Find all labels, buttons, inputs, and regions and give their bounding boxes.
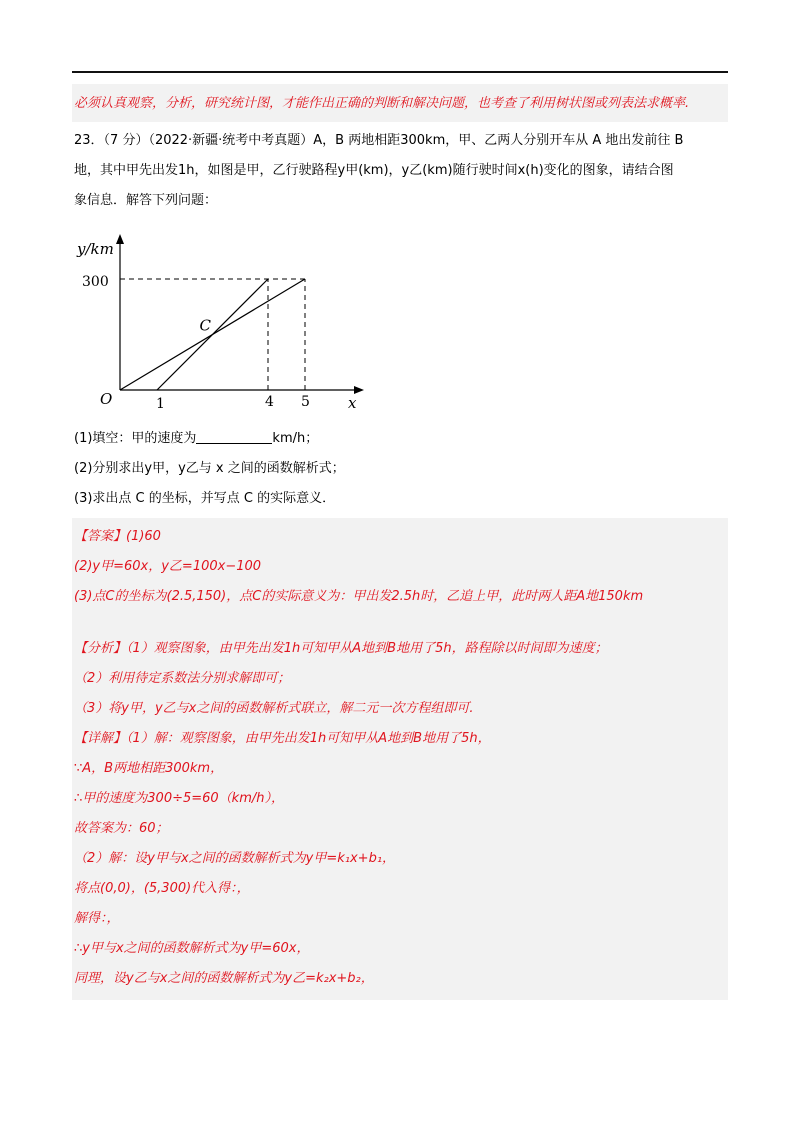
detail-1: 【详解】（1）解：观察图象，由甲先出发1h可知甲从A地到B地用了5h， bbox=[74, 731, 491, 746]
x-tick-1: 1 bbox=[156, 396, 165, 412]
x-tick-5: 5 bbox=[301, 394, 310, 410]
subquestion-1 bbox=[72, 424, 728, 454]
detail-6: 将点(0,0)，(5,300)代入得：， bbox=[74, 881, 250, 896]
function-graph bbox=[72, 224, 728, 420]
detail-3: ∴甲的速度为300÷5=60（km/h）， bbox=[74, 791, 284, 806]
subquestion-3: (3)求出点 C 的坐标，并写点 C 的实际意义． bbox=[74, 491, 336, 506]
detail-9: 同理，设y乙与x之间的函数解析式为y乙=k₂x+b₂， bbox=[74, 971, 374, 986]
series-line-2 bbox=[157, 279, 268, 390]
origin-label: O bbox=[100, 390, 113, 408]
graph-svg bbox=[72, 224, 372, 420]
x-axis-arrow bbox=[354, 386, 364, 394]
question-line-3: 象信息．解答下列问题： bbox=[74, 193, 218, 208]
answer-3: (3)点C的坐标为(2.5,150)，点C的实际意义为：甲出发2.5h时，乙追上甲，此时两人距A地150km bbox=[74, 589, 644, 604]
point-c-label: C bbox=[199, 316, 211, 335]
analysis-2: （2）利用待定系数法分别求解即可； bbox=[74, 671, 291, 686]
detail-7: 解得：， bbox=[74, 911, 120, 926]
question-line-2: 地，其中甲先出发1h，如图是甲，乙行驶路程y甲(km)，y乙(km)随行驶时间x(h)变化的图象，请结合图 bbox=[74, 163, 674, 178]
answer-blank bbox=[196, 429, 272, 444]
answer-2: (2)y甲=60x，y乙=100x−100 bbox=[74, 559, 262, 574]
question-block bbox=[72, 122, 728, 514]
subquestion-1-prefix: (1)填空：甲的速度为 bbox=[74, 431, 197, 446]
detail-2: ∵A，B两地相距300km， bbox=[74, 761, 224, 776]
analysis-3: （3）将y甲，y乙与x之间的函数解析式联立，解二元一次方程组即可. bbox=[74, 701, 474, 716]
detail-5: （2）解：设y甲与x之间的函数解析式为y甲=k₁x+b₁， bbox=[74, 851, 396, 866]
spacer bbox=[74, 612, 726, 634]
subquestion-2: (2)分别求出y甲，y乙与 x 之间的函数解析式； bbox=[74, 461, 345, 476]
header-rule bbox=[72, 71, 728, 73]
analysis-1: 【分析】（1）观察图象，由甲先出发1h可知甲从A地到B地用了5h，路程除以时间即为速度； bbox=[74, 641, 608, 656]
detail-4: 故答案为：60； bbox=[74, 821, 169, 836]
y-tick-300: 300 bbox=[82, 274, 109, 290]
intro-note: 必须认真观察，分析，研究统计图，才能作出正确的判断和解决问题，也考查了利用树状图或列表法求概率. bbox=[72, 84, 728, 122]
x-tick-4: 4 bbox=[265, 394, 274, 410]
document-page bbox=[72, 84, 728, 1000]
answer-1: 【答案】(1)60 bbox=[74, 529, 161, 544]
question-line-1: 23．（7 分）（2022·新疆·统考中考真题）A，B 两地相距300km，甲、乙两人分别开车从 A 地出发前往 B bbox=[74, 133, 684, 148]
subquestion-1-suffix: km/h； bbox=[272, 431, 319, 446]
x-axis-label: x bbox=[348, 394, 357, 412]
y-axis-arrow bbox=[116, 234, 124, 244]
y-axis-label: y/km bbox=[77, 240, 114, 258]
answer-analysis-block bbox=[72, 518, 728, 1000]
detail-8: ∴y甲与x之间的函数解析式为y甲=60x， bbox=[74, 941, 310, 956]
